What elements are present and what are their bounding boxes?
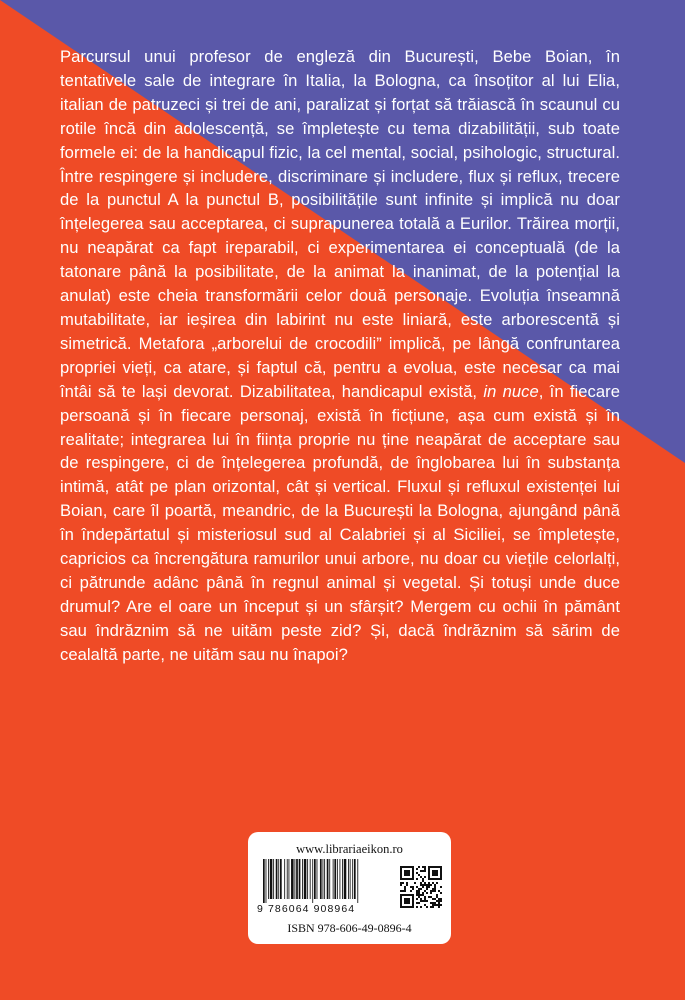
qr-module: [424, 904, 426, 906]
qr-module: [430, 890, 432, 892]
qr-module: [400, 894, 402, 896]
barcode-bar: [323, 859, 324, 899]
qr-module: [412, 898, 414, 900]
qr-module: [404, 878, 406, 880]
qr-module: [428, 878, 430, 880]
qr-module: [426, 884, 428, 886]
qr-module: [410, 886, 412, 888]
qr-module: [400, 904, 402, 906]
barcode-bar: [263, 859, 265, 903]
qr-module: [434, 866, 436, 868]
barcode-bar: [299, 859, 301, 899]
qr-module: [424, 884, 426, 886]
qr-module: [440, 900, 442, 902]
qr-module: [410, 906, 412, 908]
blurb-text-part-1: Parcursul unui profesor de engleză din București, Bebe Boian, în tentativele sale de integrare în Italia, la Bologna, ca însoțitor al lui Elia, italian de patruzeci și trei de ani, paralizat și forțat să trăiască în scaunul cu rotile încă din adolescență, se împletește cu tema dizabilității, sub toate formele ei: de la handicapul fizic, la cel mental, social, psihologic, structural. Între respingere și includere, discriminare și includere, flux și reflux, trecere de la punctul A la punctul B, posibilitățile sunt infinite și implică nu doar înțelegerea sau acceptarea, ci suprapunerea totală a Eurilor. Trăirea morții, nu neapărat ca fapt ireparabil, ci experimentarea ei conceptuală (de la tatonare până la posibilitate, de la animat la inanimat, de la potențial la anulat) este cheia transformării celor două personaje. Evoluția înseamnă mutabilitate, iar ieșirea din labirint nu este liniară, este arborescentă și simetrică. Metafora „arborelui de crocodili” implică, pe lângă confruntarea propriei vieți, ca atare, și faptul că, pentru a evolua, este necesar ca mai întâi să te lași devorat. Dizabilitatea, handicapul există,: [60, 47, 620, 401]
qr-module: [404, 874, 406, 876]
qr-module: [400, 896, 402, 898]
qr-module: [430, 902, 432, 904]
qr-module: [404, 888, 406, 890]
qr-module: [422, 892, 424, 894]
qr-module: [400, 874, 402, 876]
qr-module: [406, 866, 408, 868]
qr-module: [406, 894, 408, 896]
qr-module: [432, 878, 434, 880]
barcode-bar: [310, 859, 311, 899]
qr-module: [422, 894, 424, 896]
barcode-bar: [268, 859, 269, 899]
qr-module: [434, 878, 436, 880]
qr-module: [420, 900, 422, 902]
qr-module: [440, 892, 442, 894]
qr-module: [420, 888, 422, 890]
qr-module: [424, 900, 426, 902]
qr-module: [416, 868, 418, 870]
qr-module: [428, 870, 430, 872]
qr-module: [412, 894, 414, 896]
qr-module: [404, 890, 406, 892]
qr-module: [432, 870, 434, 872]
barcode-bar: [340, 859, 341, 899]
qr-module: [412, 906, 414, 908]
barcode-bar: [302, 859, 303, 899]
barcode-bar: [287, 859, 288, 899]
qr-module: [438, 890, 440, 892]
qr-module: [416, 872, 418, 874]
qr-module: [406, 884, 408, 886]
qr-module: [424, 866, 426, 868]
qr-module: [422, 884, 424, 886]
qr-module: [422, 880, 424, 882]
qr-module: [412, 900, 414, 902]
qr-module: [408, 872, 410, 874]
blurb-paragraph: [60, 45, 620, 667]
qr-module: [424, 876, 426, 878]
qr-module: [434, 872, 436, 874]
barcode-bar: [294, 859, 295, 899]
barcode-bar: [344, 859, 347, 899]
barcode-bar: [329, 859, 330, 899]
barcode-bar: [334, 859, 336, 899]
qr-module: [426, 892, 428, 894]
qr-module: [420, 898, 422, 900]
qr-module: [404, 900, 406, 902]
qr-module: [428, 886, 430, 888]
qr-module: [426, 888, 428, 890]
qr-module: [434, 870, 436, 872]
publisher-website: www.librariaeikon.ro: [296, 842, 403, 856]
qr-module: [422, 900, 424, 902]
qr-module: [438, 878, 440, 880]
qr-module: [412, 866, 414, 868]
qr-module: [440, 866, 442, 868]
qr-module: [416, 894, 418, 896]
qr-module: [410, 878, 412, 880]
qr-code-icon: [400, 866, 442, 908]
qr-module: [404, 902, 406, 904]
qr-module: [440, 878, 442, 880]
qr-module: [404, 872, 406, 874]
qr-module: [400, 882, 402, 884]
qr-module: [408, 870, 410, 872]
qr-module: [428, 876, 430, 878]
qr-module: [436, 874, 438, 876]
barcode-bar: [320, 859, 322, 899]
qr-module: [404, 866, 406, 868]
qr-module: [430, 884, 432, 886]
qr-module: [416, 890, 418, 892]
qr-module: [410, 894, 412, 896]
qr-module: [400, 890, 402, 892]
barcode-bar: [278, 859, 279, 899]
qr-module: [420, 906, 422, 908]
qr-module: [424, 898, 426, 900]
qr-module: [402, 878, 404, 880]
qr-module: [412, 868, 414, 870]
barcode-bar: [289, 859, 290, 899]
qr-module: [432, 872, 434, 874]
qr-module: [438, 900, 440, 902]
qr-module: [434, 904, 436, 906]
qr-module: [406, 898, 408, 900]
qr-module: [412, 870, 414, 872]
qr-module: [434, 902, 436, 904]
qr-module: [400, 884, 402, 886]
qr-module: [412, 876, 414, 878]
qr-module: [412, 902, 414, 904]
qr-module: [414, 882, 416, 884]
qr-module: [418, 874, 420, 876]
qr-module: [416, 898, 418, 900]
qr-module: [424, 882, 426, 884]
qr-module: [438, 902, 440, 904]
barcode-bar: [337, 859, 338, 899]
qr-module: [406, 900, 408, 902]
qr-module: [408, 906, 410, 908]
qr-module: [418, 888, 420, 890]
qr-module: [426, 900, 428, 902]
qr-module: [420, 876, 422, 878]
qr-module: [436, 896, 438, 898]
qr-module: [432, 906, 434, 908]
qr-module: [426, 886, 428, 888]
barcode-bar: [291, 859, 294, 899]
qr-module: [404, 894, 406, 896]
barcode-bar: [273, 859, 274, 899]
barcode-bar: [284, 859, 285, 899]
qr-module: [432, 882, 434, 884]
qr-module: [440, 868, 442, 870]
qr-module: [412, 872, 414, 874]
qr-module: [418, 896, 420, 898]
qr-module: [412, 896, 414, 898]
qr-module: [400, 872, 402, 874]
blurb-italic-in-nuce: in nuce: [483, 381, 539, 401]
qr-module: [434, 884, 436, 886]
qr-module: [402, 890, 404, 892]
qr-module: [438, 906, 440, 908]
qr-module: [434, 886, 436, 888]
qr-module: [416, 878, 418, 880]
barcode-bar: [354, 859, 356, 899]
barcode-bar: [314, 859, 316, 899]
qr-module: [412, 886, 414, 888]
qr-module: [428, 872, 430, 874]
barcode-bar: [266, 859, 267, 903]
qr-module: [432, 866, 434, 868]
qr-module: [404, 886, 406, 888]
qr-module: [424, 890, 426, 892]
qr-module: [406, 882, 408, 884]
qr-module: [440, 898, 442, 900]
isbn-number: ISBN 978-606-49-0896-4: [287, 921, 412, 935]
qr-module: [408, 902, 410, 904]
blurb-text-part-2: , în fiecare persoană și în fiecare personaj, există în ficțiune, așa cum există și în realitate; integrarea lui în ființa proprie nu ține neapărat de acceptare sau de respingere, ci de înțelegerea profundă, de înglobarea lui în substanța intimă, atât pe plan orizontal, cât și vertical. Fluxul și refluxul existenței lui Boian, care îl poartă, meandric, de la București la Bologna, ajungând până în îndepărtatul și misteriosul sud al Calabriei și al Siciliei, se împletește, capricios ca încrengătura ramurilor unui arbore, nu doar cu viețile celorlalți, ci pătrunde adânc până în regnul animal și vegetal. Și totuși unde duce drumul? Are el oare un început și un sfârșit? Mergem cu ochii în pământ sau îndrăznim să ne uităm peste zid? Și, dacă îndrăznim să sărim de cealaltă parte, ne uităm sau nu înapoi?: [60, 381, 620, 664]
qr-module: [440, 872, 442, 874]
qr-module: [418, 892, 420, 894]
qr-module: [400, 898, 402, 900]
qr-module: [404, 870, 406, 872]
qr-module: [412, 874, 414, 876]
qr-module: [406, 878, 408, 880]
qr-module: [402, 906, 404, 908]
qr-module: [436, 904, 438, 906]
barcode-bar: [352, 859, 353, 899]
qr-module: [440, 876, 442, 878]
qr-module: [422, 886, 424, 888]
qr-module: [430, 896, 432, 898]
qr-module: [420, 894, 422, 896]
qr-module: [416, 902, 418, 904]
qr-module: [424, 870, 426, 872]
qr-module: [430, 906, 432, 908]
qr-module: [406, 872, 408, 874]
barcode-bar: [348, 859, 349, 899]
barcode-bar: [327, 859, 329, 899]
qr-module: [428, 874, 430, 876]
isbn-barcode: [261, 859, 395, 903]
barcode-bar: [350, 859, 351, 899]
qr-module: [408, 898, 410, 900]
qr-module: [408, 874, 410, 876]
qr-module: [434, 888, 436, 890]
barcode-digits: 9 786064 908964: [257, 903, 356, 915]
qr-module: [436, 872, 438, 874]
qr-module: [406, 902, 408, 904]
qr-module: [410, 866, 412, 868]
qr-module: [404, 898, 406, 900]
barcode-bar: [296, 859, 298, 899]
qr-module: [436, 882, 438, 884]
qr-module: [408, 866, 410, 868]
qr-module: [402, 866, 404, 868]
barcode-bar: [270, 859, 273, 899]
qr-module: [400, 878, 402, 880]
qr-module: [406, 874, 408, 876]
qr-module: [412, 888, 414, 890]
qr-module: [436, 894, 438, 896]
barcode-bar: [276, 859, 278, 899]
back-cover-blurb: [60, 45, 620, 667]
qr-module: [418, 866, 420, 868]
qr-module: [408, 894, 410, 896]
qr-module: [400, 900, 402, 902]
qr-module: [412, 904, 414, 906]
qr-module: [400, 906, 402, 908]
barcode-label: [248, 832, 451, 944]
qr-module: [438, 866, 440, 868]
qr-module: [434, 898, 436, 900]
qr-module: [400, 876, 402, 878]
qr-module: [430, 892, 432, 894]
qr-module: [432, 888, 434, 890]
qr-module: [402, 882, 404, 884]
qr-module: [422, 878, 424, 880]
qr-module: [420, 882, 422, 884]
qr-module: [408, 878, 410, 880]
qr-module: [420, 870, 422, 872]
qr-module: [428, 884, 430, 886]
qr-module: [434, 890, 436, 892]
qr-module: [400, 868, 402, 870]
qr-module: [440, 874, 442, 876]
qr-module: [428, 896, 430, 898]
qr-module: [436, 900, 438, 902]
qr-module: [432, 902, 434, 904]
qr-module: [432, 898, 434, 900]
qr-module: [424, 868, 426, 870]
qr-module: [416, 906, 418, 908]
qr-module: [436, 870, 438, 872]
qr-module: [428, 866, 430, 868]
qr-module: [418, 890, 420, 892]
qr-module: [406, 906, 408, 908]
qr-module: [436, 878, 438, 880]
qr-module: [400, 866, 402, 868]
qr-module: [402, 894, 404, 896]
qr-module: [438, 904, 440, 906]
barcode-bar: [312, 859, 313, 903]
qr-module: [408, 900, 410, 902]
qr-module: [416, 886, 418, 888]
barcode-bar: [357, 859, 358, 903]
barcode-bar: [304, 859, 307, 899]
qr-module: [410, 890, 412, 892]
barcode-bar: [307, 859, 308, 899]
qr-module: [430, 866, 432, 868]
qr-module: [418, 894, 420, 896]
qr-module: [434, 874, 436, 876]
qr-module: [422, 870, 424, 872]
qr-module: [440, 886, 442, 888]
barcode-bar: [324, 859, 325, 899]
barcode-bar: [317, 859, 318, 899]
qr-module: [420, 884, 422, 886]
qr-module: [440, 870, 442, 872]
qr-module: [412, 878, 414, 880]
barcode-bar: [333, 859, 334, 899]
qr-module: [438, 898, 440, 900]
qr-module: [424, 896, 426, 898]
qr-module: [440, 904, 442, 906]
qr-module: [432, 890, 434, 892]
qr-module: [432, 874, 434, 876]
barcode-bar: [342, 859, 343, 899]
qr-module: [426, 906, 428, 908]
qr-module: [432, 904, 434, 906]
qr-module: [430, 878, 432, 880]
qr-module: [416, 892, 418, 894]
qr-module: [428, 882, 430, 884]
qr-module: [436, 866, 438, 868]
qr-module: [428, 868, 430, 870]
qr-module: [406, 870, 408, 872]
qr-module: [400, 870, 402, 872]
qr-module: [400, 902, 402, 904]
qr-module: [422, 866, 424, 868]
qr-module: [418, 902, 420, 904]
barcode-bar: [280, 859, 282, 899]
qr-module: [404, 906, 406, 908]
